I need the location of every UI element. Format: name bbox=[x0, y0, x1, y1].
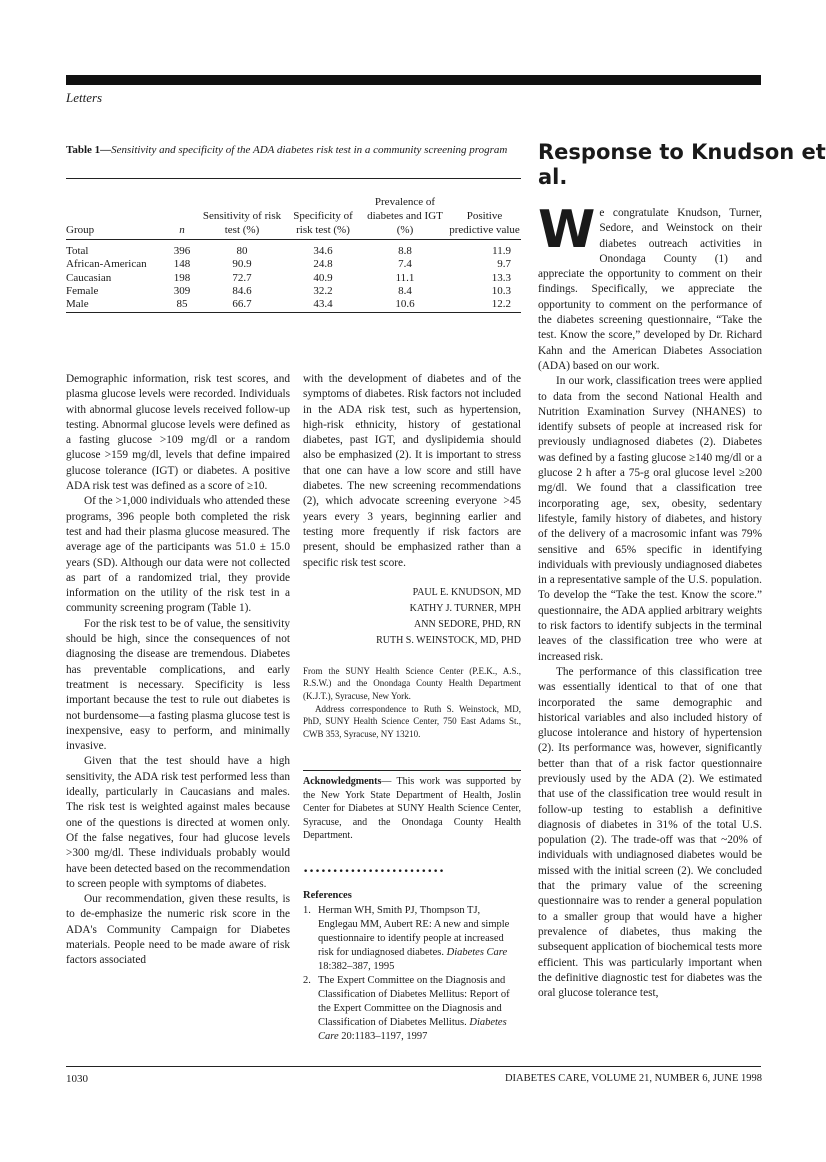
cell-prevalence: 8.8 bbox=[398, 245, 412, 257]
drop-cap: W bbox=[538, 200, 596, 260]
cell-specificity: 24.8 bbox=[313, 258, 333, 271]
author-name: RUTH S. WEINSTOCK, MD, PHD bbox=[376, 634, 521, 646]
body-column-2 bbox=[303, 372, 521, 1044]
table-caption bbox=[66, 143, 521, 158]
ack-label: Acknowledgments bbox=[303, 776, 382, 788]
journal-footer: DIABETES CARE, VOLUME 21, NUMBER 6, JUNE 1998 bbox=[504, 1073, 762, 1084]
cell-specificity: 40.9 bbox=[313, 271, 333, 284]
reference-cite: 20:1183–1197, 1997 bbox=[338, 1030, 428, 1042]
cell-sensitivity: 90.9 bbox=[232, 258, 252, 271]
col-header-group: Group bbox=[66, 179, 164, 240]
affiliation-text: From the SUNY Health Science Center (P.E.K., A.S., R.S.W.) and the Onondaga County Health Department (K.J.T.), Syracuse, New York. bbox=[303, 665, 521, 702]
cell-ppv: 9.7 bbox=[497, 258, 511, 271]
table-number: Table 1— bbox=[66, 144, 112, 156]
acknowledgments bbox=[303, 775, 521, 843]
cell-specificity: 34.6 bbox=[313, 245, 333, 257]
ack-text: — This work was supported by the New York State Department of Health, Joslin Center for Diabetes at SUNY Health Science Center, Syracuse, and the Onondaga County Health Department. bbox=[303, 776, 521, 842]
reference-cite: 18:382–387, 1995 bbox=[318, 960, 395, 972]
cell-n: 396 bbox=[173, 245, 191, 257]
first-paragraph-text: e congratulate Knudson, Turner, Sedore, and Weinstock on their diabetes outreach activities in Onondaga County (1) and appreciate the opportunity to comment on their findings. Specifically, we appreciate the opportunity to comment on the performance of the diabetes screening questionnaire, “Take the test. Know the score,” developed by Dr. Richard Kahn and the American Diabetes Association (ADA) based on our work. bbox=[538, 207, 762, 372]
paragraph: In our work, classification trees were applied to data from the second National Health and Nutrition Examination Survey (NHANES) to identify subsets of people at increased risk for previously undiagnosed diabetes (2). Diabetes was defined by a fasting glucose ≥140 mg/dl or a glucose 2 h after a 75-g oral glucose level ≥200 mg/dl. We found that a classification tree incorporating age, sex, obesity, sedentary lifestyle, family history of diabetes, and history of the delivery of a macrosomic infant was 79% sensitive and 65% specific in identifying individuals with previously undiagnosed diabetes in a representative sample of the U.S. population. To develop the “Take the test. Know the score.” questionnaire, the ADA applied arbitrary weights to risk factors to identify subjects in the terminal leaves of the classification tree who were at increased risk. bbox=[538, 375, 762, 663]
paragraph: The performance of this classification tree was essentially identical to that of one that incorporated the same demographic and historical variables and also included history of glucose intolerance and history of hypertension (2). Its performance was, however, significantly better than that of a risk factor questionnaire previously used by the ADA (2). We estimated that use of the classification tree would result in follow-up testing to establish a definitive diagnosis of diabetes in 31% of the total U.S. population (2). The trade-off was that ~20% of individuals with undiagnosed diabetes would be missed with the initial screen (2). We concluded that the primary value of the screening questionnaire was to render a general population to a smaller group that would have a higher prevalence of diabetes, thus making the subsequent application of biochemical tests more efficient. This was particularly important when the definitive diagnostic test for diabetes was the oral glucose tolerance test, bbox=[538, 665, 762, 1000]
references-heading: References bbox=[303, 890, 352, 902]
cell-ppv: 12.2 bbox=[448, 298, 521, 313]
table-row bbox=[66, 258, 521, 271]
table-row bbox=[66, 240, 521, 259]
paragraph: Demographic information, risk test scores, and plasma glucose levels were recorded. Individuals with abnormal glucose levels received follow-up testing. Abnormal glucose levels were defined as a fasting glucose >109 mg/dl or a random glucose >159 mg/dl, levels that define impaired glucose tolerance (IGT) or diabetes. A positive ADA risk test was defined as a score of ≥10. bbox=[66, 373, 290, 493]
table-row bbox=[66, 285, 521, 298]
author-name: PAUL E. KNUDSON, MD bbox=[412, 586, 521, 598]
reference-text bbox=[318, 974, 521, 1044]
cell-n: 85 bbox=[164, 298, 200, 313]
cell-group: Total bbox=[66, 245, 89, 257]
cell-group: Male bbox=[66, 298, 164, 313]
paragraph: Of the >1,000 individuals who attended these programs, 396 people both completed the risk test and had their plasma glucose measured. The average age of the participants was 51.0 ± 15.0 years (SD). Although our data were not collected as part of a randomized trial, they provide information on the utility of the risk test in a community screening program (Table 1). bbox=[66, 495, 290, 615]
cell-n: 309 bbox=[173, 284, 191, 297]
cell-group: Female bbox=[66, 284, 99, 297]
reference-journal: Diabetes Care bbox=[318, 1016, 507, 1042]
cell-prevalence: 11.1 bbox=[395, 271, 415, 284]
cell-sensitivity: 66.7 bbox=[200, 298, 284, 313]
author-signature bbox=[303, 585, 521, 649]
cell-prevalence: 8.4 bbox=[398, 284, 412, 297]
reference-item bbox=[303, 974, 521, 1044]
table-row bbox=[66, 272, 521, 285]
cell-group: African-American bbox=[66, 258, 147, 271]
reference-number: 2. bbox=[303, 974, 311, 986]
reference-journal: Diabetes Care bbox=[446, 946, 508, 958]
cell-n: 198 bbox=[173, 271, 191, 284]
paragraph: Given that the test should have a high sensitivity, the ADA risk test performed less than ideally, particularly in Caucasians and males. The risk test is weighted against males because one of the questions is directed at women only. Of the false negatives, four had glucose levels >300 mg/dl. These individuals probably would have been detected based on the recommendation to screen people with symptoms of diabetes. bbox=[66, 755, 290, 890]
col-header-ppv: Positive predictive value bbox=[448, 179, 521, 240]
reference-text bbox=[318, 904, 521, 974]
references-list bbox=[303, 904, 521, 1044]
paragraph: with the development of diabetes and of the symptoms of diabetes. Risk factors not included in the ADA risk test, such as hypertension, high-risk ethnicity, history of gestational diabetes, past IGT, and dyslipidemia should also be emphasized (2). It is important to stress that one can have a low score and still have diabetes. The new screening recommendations (2), which advocate screening everyone >45 years every 3 years, beginning earlier and testing more frequently if risk factors are present, should be emphasized rather than a specific risk test score. bbox=[303, 373, 521, 569]
author-name: KATHY J. TURNER, MPH bbox=[409, 602, 521, 614]
col-header-n: n bbox=[164, 179, 200, 240]
table-caption-text: Sensitivity and specificity of the ADA diabetes risk test in a community screening program bbox=[111, 144, 508, 156]
dot-separator: •••••••••••••••••••••••• bbox=[303, 866, 445, 877]
header-rule bbox=[66, 75, 761, 85]
col-header-prevalence: Prevalence of diabetes and IGT (%) bbox=[362, 179, 448, 240]
sensitivity-table bbox=[66, 179, 521, 313]
table-container bbox=[66, 178, 521, 313]
col-header-sensitivity: Sensitivity of risk test (%) bbox=[200, 179, 284, 240]
cell-sensitivity: 80 bbox=[236, 245, 248, 257]
section-label: Letters bbox=[66, 90, 103, 105]
cell-n: 148 bbox=[173, 258, 191, 271]
cell-ppv: 13.3 bbox=[491, 271, 511, 284]
correspondence-text: Address correspondence to Ruth S. Weinstock, MD, PhD, SUNY Health Science Center, 750 East Adams St., CWB 353, Syracuse, NY 13210. bbox=[303, 703, 521, 739]
body-column-3 bbox=[538, 200, 762, 1001]
cell-specificity: 43.4 bbox=[284, 298, 362, 313]
reference-item bbox=[303, 904, 521, 974]
first-paragraph bbox=[538, 200, 762, 374]
cell-specificity: 32.2 bbox=[313, 284, 333, 297]
footer-rule bbox=[66, 1066, 761, 1067]
body-column-1 bbox=[66, 372, 290, 969]
reference-body: The Expert Committee on the Diagnosis and Classification of Diabetes Mellitus: Report of the Expert Committee on the Diagnosis and Classification of Diabetes Mellitus. bbox=[318, 974, 510, 1028]
cell-prevalence: 7.4 bbox=[398, 258, 412, 271]
paragraph: For the risk test to be of value, the sensitivity should be high, since the consequences of not diagnosing the disease are tremendous. Diabetes has preventable complications, and early treatment is necessary. Specificity is less important because the test to rule out diabetes is not burdensome—a fasting plasma glucose test is inexpensive, easy to perform, and minimally invasive. bbox=[66, 617, 290, 753]
table-row bbox=[66, 298, 521, 313]
cell-ppv: 11.9 bbox=[492, 245, 511, 257]
paragraph: Our recommendation, given these results, is to de-emphasize the numeric risk score in the ADA's Community Campaign for Diabetes materials. People need to be made aware of risk factors associated bbox=[66, 893, 290, 967]
col-header-specificity: Specificity of risk test (%) bbox=[284, 179, 362, 240]
response-title: Response to Knudson et al. bbox=[538, 140, 826, 189]
page-number: 1030 bbox=[66, 1073, 88, 1085]
cell-prevalence: 10.6 bbox=[362, 298, 448, 313]
cell-sensitivity: 84.6 bbox=[232, 284, 252, 297]
cell-sensitivity: 72.7 bbox=[232, 271, 252, 284]
cell-ppv: 10.3 bbox=[491, 284, 511, 297]
author-name: ANN SEDORE, PHD, RN bbox=[414, 618, 521, 630]
cell-group: Caucasian bbox=[66, 271, 112, 284]
section-divider bbox=[303, 770, 521, 771]
affiliation-note bbox=[303, 665, 521, 741]
reference-number: 1. bbox=[303, 904, 311, 916]
reference-body: Herman WH, Smith PJ, Thompson TJ, Englegau MM, Aubert RE: A new and simple questionnaire to identify people at increased risk for undiagnosed diabetes. bbox=[318, 904, 510, 958]
